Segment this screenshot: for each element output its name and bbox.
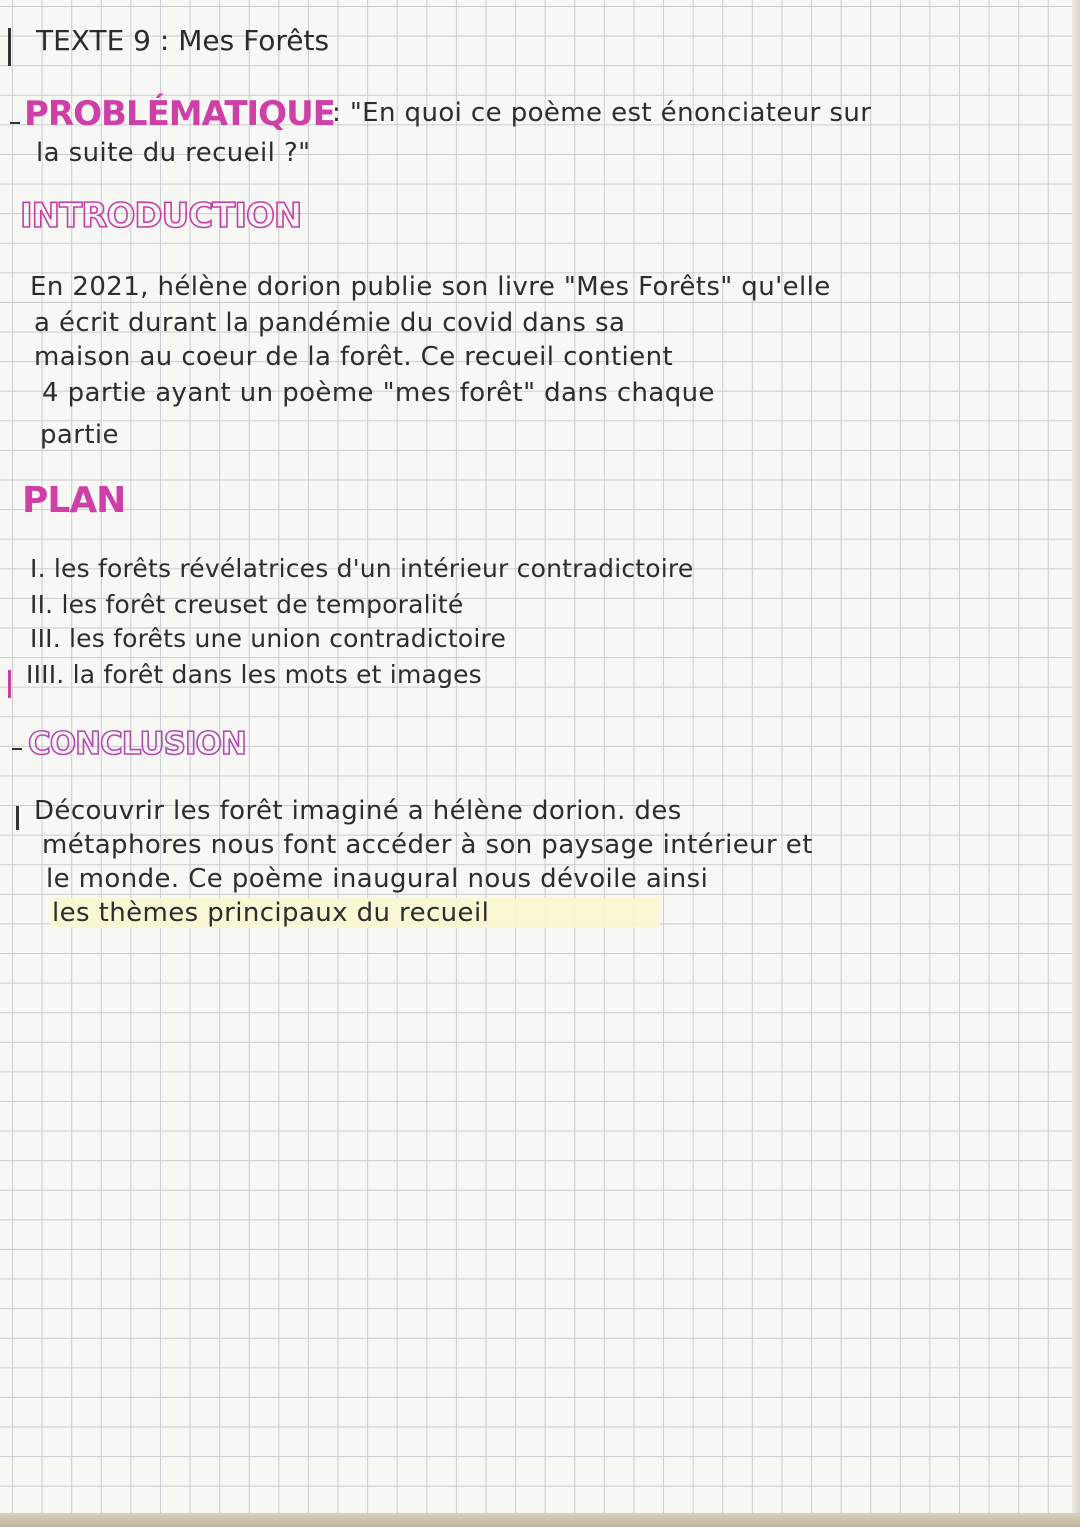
plan-item-4: IIII. la forêt dans les mots et images — [26, 660, 482, 689]
plan-item-2: II. les forêt creuset de temporalité — [30, 590, 464, 619]
problematique-line-2: la suite du recueil ?" — [36, 138, 311, 168]
page-title: TEXTE 9 : Mes Forêts — [36, 24, 330, 57]
page-right-edge — [1072, 0, 1080, 1527]
conclusion-line-1: Découvrir les forêt imaginé a hélène dorion. des — [34, 796, 682, 826]
problematique-heading: PROBLÉMATIQUE — [24, 94, 335, 134]
conclusion-line-2: métaphores nous font accéder à son paysage intérieur et — [42, 830, 813, 860]
margin-mark-conclusion — [12, 748, 22, 750]
plan-heading: PLAN — [22, 480, 126, 521]
conclusion-heading: CONCLUSION — [28, 726, 246, 762]
introduction-line-4: 4 partie ayant un poème "mes forêt" dans chaque — [42, 378, 715, 408]
introduction-heading: INTRODUCTION — [20, 196, 302, 236]
introduction-line-2: a écrit durant la pandémie du covid dans sa — [34, 308, 626, 338]
introduction-line-1: En 2021, hélène dorion publie son livre "Mes Forêts" qu'elle — [30, 272, 831, 302]
introduction-line-3: maison au coeur de la forêt. Ce recueil contient — [34, 342, 674, 372]
introduction-line-5: partie — [40, 420, 119, 450]
conclusion-line-3: le monde. Ce poème inaugural nous dévoile ainsi — [46, 864, 709, 894]
margin-mark-plan — [8, 670, 11, 698]
page-bottom-edge — [0, 1513, 1080, 1527]
margin-mark-problem — [10, 122, 20, 124]
problematique-line-1: : "En quoi ce poème est énonciateur sur — [332, 98, 872, 128]
conclusion-line-4: les thèmes principaux du recueil — [52, 898, 490, 928]
plan-item-1: I. les forêts révélatrices d'un intérieur contradictoire — [30, 554, 694, 583]
margin-mark-top — [8, 28, 11, 66]
margin-mark-conclusion-bracket — [16, 806, 19, 830]
plan-item-3: III. les forêts une union contradictoire — [30, 624, 507, 653]
